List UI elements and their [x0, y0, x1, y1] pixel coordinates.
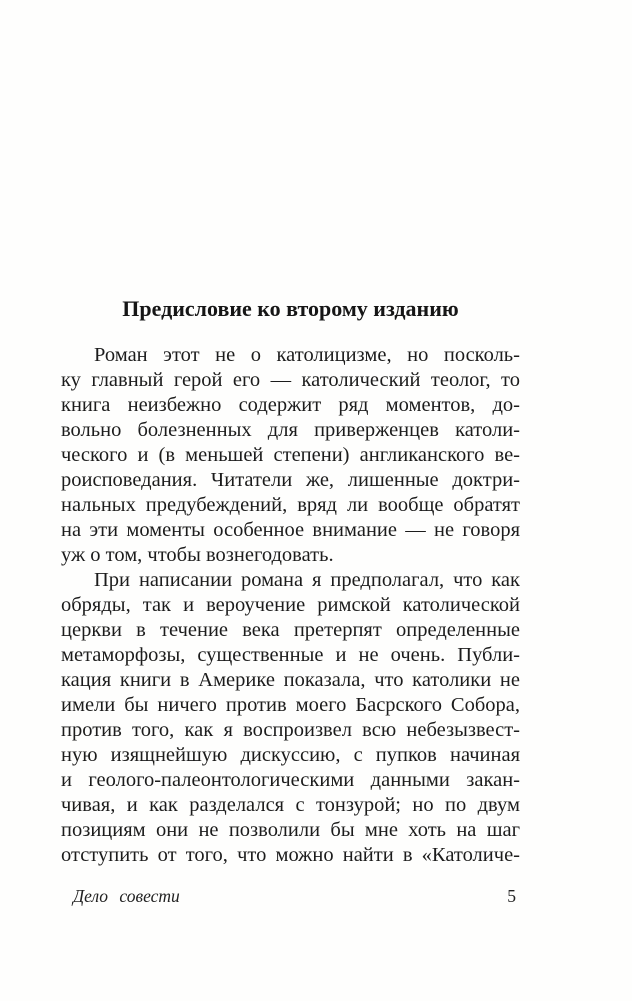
- text-line: и геолого-палеонтологическими данными закан-: [61, 769, 520, 791]
- text-line: чивая, и как разделался с тонзурой; но по двум: [61, 794, 520, 816]
- text-line: ную изящнейшую дискуссию, с пупков начиная: [61, 744, 520, 766]
- text-line: имели бы ничего против моего Басрского Собора,: [61, 694, 520, 716]
- text-line: вольно болезненных для приверженцев католи-: [61, 419, 520, 441]
- body-text: [61, 343, 520, 868]
- text-line: обряды, так и вероучение римской католической: [61, 594, 520, 616]
- text-line: ку главный герой его — католический теолог, то: [61, 369, 520, 391]
- text-line: на эти моменты особенное внимание — не говоря: [61, 519, 520, 541]
- page-footer: [61, 886, 520, 907]
- text-line: роисповедания. Читатели же, лишенные доктри-: [61, 469, 520, 491]
- paragraph: [61, 568, 520, 868]
- running-title: Дело совести: [73, 886, 180, 906]
- text-line: церкви в течение века претерпят определенные: [61, 619, 520, 641]
- text-line: нальных предубеждений, вряд ли вообще обратят: [61, 494, 520, 516]
- text-line: кация книги в Америке показала, что католики не: [61, 669, 520, 691]
- text-line: Роман этот не о католицизме, но посколь-: [94, 344, 520, 366]
- text-line: книга неизбежно содержит ряд моментов, до-: [61, 394, 520, 416]
- paragraph: [61, 343, 520, 568]
- text-line: отступить от того, что можно найти в «Католиче-: [61, 844, 520, 866]
- text-line: позициям они не позволили бы мне хоть на шаг: [61, 819, 520, 841]
- text-line: уж о том, чтобы вознегодовать.: [61, 544, 334, 566]
- page-content: [61, 296, 520, 868]
- text-line: против того, как я воспроизвел всю небезызвест-: [61, 719, 520, 741]
- page-title: Предисловие ко второму изданию: [122, 296, 459, 321]
- page-number: 5: [507, 886, 516, 906]
- text-line: метаморфозы, существенные и не очень. Публи-: [61, 644, 520, 666]
- text-line: При написании романа я предполагал, что как: [94, 569, 520, 591]
- text-line: ческого и (в меньшей степени) англиканского ве-: [61, 444, 520, 466]
